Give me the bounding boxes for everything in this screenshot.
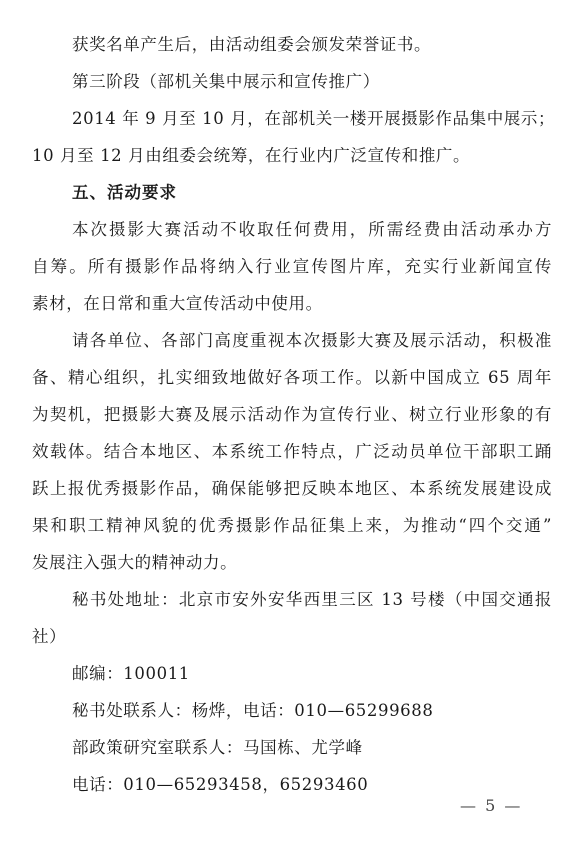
stage-three-body-line-1: 2014 年 9 月至 10 月，在部机关一楼开展摄影作品集中展示； xyxy=(72,109,556,128)
postal-code: 邮编：100011 xyxy=(72,664,190,683)
requirements-paragraph-line-3: 为契机，把摄影大赛及展示活动作为宣传行业、树立行业形象的有 xyxy=(32,405,552,424)
fees-paragraph-line-2: 自筹。所有摄影作品将纳入行业宣传图片库，充实行业新闻宣传 xyxy=(32,257,552,276)
fees-paragraph-line-3: 素材，在日常和重大宣传活动中使用。 xyxy=(32,294,323,313)
stage-three-body-line-2: 10 月至 12 月由组委会统筹，在行业内广泛宣传和推广。 xyxy=(32,146,471,165)
requirements-paragraph-line-7: 发展注入强大的精神动力。 xyxy=(32,553,238,572)
page-number: — 5 — xyxy=(460,796,523,815)
stage-three-heading: 第三阶段（部机关集中展示和宣传推广） xyxy=(72,72,380,91)
requirements-paragraph-line-2: 备、精心组织，扎实细致地做好各项工作。以新中国成立 65 周年 xyxy=(32,368,552,387)
requirements-paragraph-line-1: 请各单位、各部门高度重视本次摄影大赛及展示活动，积极准 xyxy=(72,331,552,350)
requirements-paragraph-line-4: 效载体。结合本地区、本系统工作特点，广泛动员单位干部职工踊 xyxy=(32,442,552,461)
secretariat-address-line-1: 秘书处地址：北京市安外安华西里三区 13 号楼（中国交通报 xyxy=(72,590,552,609)
secretariat-address-line-2: 社） xyxy=(32,627,67,646)
secretariat-contact: 秘书处联系人：杨烨，电话：010—65299688 xyxy=(72,701,434,720)
policy-office-contact: 部政策研究室联系人：马国栋、尤学峰 xyxy=(72,738,363,757)
policy-office-phone: 电话：010—65293458，65293460 xyxy=(72,775,369,794)
requirements-paragraph-line-5: 跃上报优秀摄影作品，确保能够把反映本地区、本系统发展建设成 xyxy=(32,479,552,498)
requirements-paragraph-line-6: 果和职工精神风貌的优秀摄影作品征集上来，为推动“四个交通” xyxy=(32,516,552,535)
section-five-heading: 五、活动要求 xyxy=(72,183,177,202)
award-certificate-line: 获奖名单产生后，由活动组委会颁发荣誉证书。 xyxy=(72,35,432,54)
fees-paragraph-line-1: 本次摄影大赛活动不收取任何费用，所需经费由活动承办方 xyxy=(72,220,552,239)
